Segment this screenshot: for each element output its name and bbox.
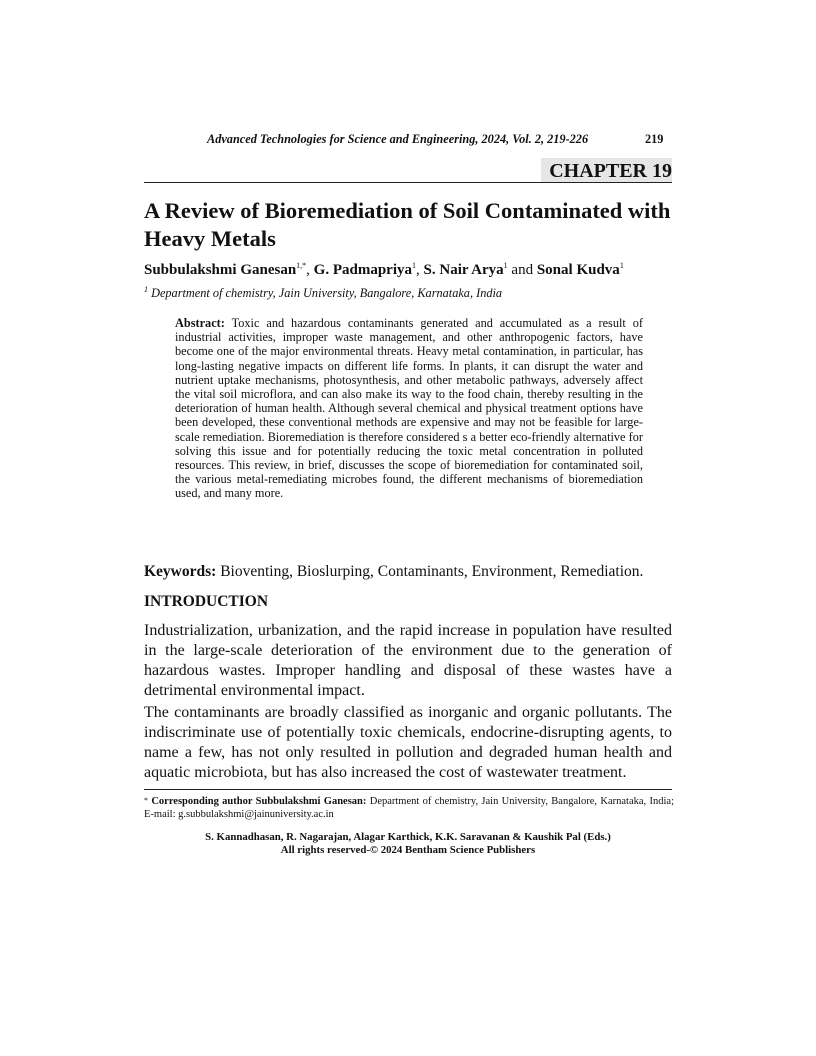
abstract-text: Toxic and hazardous contaminants generated and accumulated as a result of industrial activities, improper waste management, and other anthropogenic factors, have become one of the major environmental threats. Heavy metal contamination, in particular, has long-lasting negative impacts on different life forms. In plants, it can disrupt the water and nutrient uptake mechanisms, photosynthesis, and other metabolic pathways, adversely affect the vital soil microflora, and can also make its way to the food chain, thereby resulting in the deterioration of human health. Although several chemical and physical treatment options have been developed, these conventional methods are expensive and may not be feasible for large-scale remediation. Bioremediation is therefore considered s a better eco-friendly alternative for solving this issue and for potentially reducing the toxic metal concentration in polluted resources. This review, in brief, discusses the scope of bioremediation for contaminated soil, the various metal-remediating microbes found, the different mechanisms of bioremediation used, and many more. <box>175 316 643 501</box>
author-sup: 1,* <box>296 261 307 270</box>
author-sup: 1 <box>412 261 417 270</box>
copyright: All rights reserved-© 2024 Bentham Science Publishers <box>280 844 536 856</box>
journal-pages: , 219-226 <box>540 132 589 146</box>
affiliation-sup: 1 <box>144 285 148 294</box>
journal-volume: Vol. 2 <box>512 132 541 146</box>
journal-name: Advanced Technologies for Science and Engineering <box>207 132 476 146</box>
paragraph: Industrialization, urbanization, and the rapid increase in population have resulted in the large-scale deterioration of the environment due to the generation of hazardous wastes. Improper handling and disposal of these wastes have a detrimental environmental impact. <box>144 622 672 699</box>
author-name: S. Nair Arya <box>423 262 504 278</box>
publisher-footer <box>144 831 672 857</box>
author-name: G. Padmapriya <box>313 262 413 278</box>
paragraph: The contaminants are broadly classified as inorganic and organic pollutants. The indiscriminate use of potentially toxic chemicals, endocrine-disrupting agents, to name a few, has not only resulted in pollution and degraded human health and aquatic microbiota, but has also increased the cost of wastewater treatment. <box>144 704 672 781</box>
author-sup: 1 <box>619 261 624 270</box>
abstract <box>175 316 643 501</box>
author-sup: 1 <box>503 261 508 270</box>
editors: S. Kannadhasan, R. Nagarajan, Alagar Karthick, K.K. Saravanan & Kaushik Pal (Eds.) <box>205 831 611 843</box>
keywords-text: Bioventing, Bioslurping, Contaminants, Environment, Remediation. <box>216 563 644 580</box>
affiliation <box>144 286 502 301</box>
author-list <box>144 262 624 279</box>
keywords-label: Keywords: <box>144 563 217 580</box>
footnote <box>144 795 674 821</box>
page-number: 219 <box>645 132 664 146</box>
footnote-sup: * <box>144 796 148 805</box>
author-name: Subbulakshmi Ganesan <box>144 262 297 278</box>
journal-year: , 2024, <box>475 132 513 146</box>
header-divider <box>144 182 672 183</box>
author-name: Sonal Kudva <box>536 262 620 278</box>
section-heading: INTRODUCTION <box>144 593 269 610</box>
sep: , <box>306 262 314 278</box>
running-header <box>207 132 588 147</box>
footnote-divider <box>144 789 672 790</box>
sep: , <box>416 262 424 278</box>
affiliation-text: Department of chemistry, Jain University, Bangalore, Karnataka, India <box>148 286 503 300</box>
footnote-label: Corresponding author Subbulakshmi Ganesan: <box>148 796 367 807</box>
keywords <box>144 563 643 581</box>
footnote-text: Department of chemistry, Jain University, Bangalore, Karnataka, India; E-mail: g.subbulakshmi@jainuniversity.ac.in <box>144 796 674 820</box>
sep: and <box>507 262 537 278</box>
paper-title: A Review of Bioremediation of Soil Contaminated with Heavy Metals <box>144 198 671 251</box>
abstract-label: Abstract: <box>175 316 225 330</box>
chapter-label: CHAPTER 19 <box>541 158 672 182</box>
